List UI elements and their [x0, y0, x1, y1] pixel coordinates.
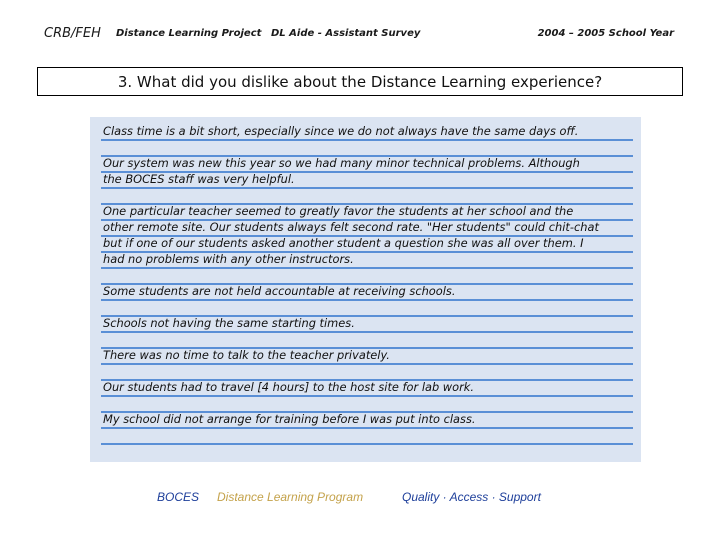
response-line: Our students had to travel [4 hours] to the host site for lab work.: [101, 381, 633, 397]
response-item: [101, 125, 633, 157]
question-box: 3. What did you dislike about the Distance Learning experience?: [37, 67, 683, 96]
response-line: but if one of our students asked another student a question she was all over them. I: [101, 237, 633, 253]
response-item: [101, 317, 633, 349]
response-line: other remote site. Our students always felt second rate. "Her students" could chit-chat: [101, 221, 633, 237]
response-line: the BOCES staff was very helpful.: [101, 173, 633, 189]
page-header: [0, 26, 720, 42]
footer-tagline: Quality · Access · Support: [402, 490, 541, 504]
response-item: [101, 381, 633, 413]
response-line: There was no time to talk to the teacher privately.: [101, 349, 633, 365]
response-line: My school did not arrange for training before I was put into class.: [101, 413, 633, 429]
ruled-blank-line: [101, 301, 633, 317]
footer-program: Distance Learning Program: [217, 490, 364, 504]
header-org: CRB/FEH: [44, 26, 101, 41]
ruled-blank-line: [101, 429, 633, 445]
response-item: [101, 349, 633, 381]
response-item: [101, 413, 633, 445]
response-line: Class time is a bit short, especially since we do not always have the same days off.: [101, 125, 633, 141]
header-survey: DL Aide - Assistant Survey: [271, 28, 421, 39]
response-item: [101, 205, 633, 285]
header-project: Distance Learning Project: [116, 28, 262, 39]
footer-boces: BOCES: [157, 490, 200, 504]
response-line: One particular teacher seemed to greatly favor the students at her school and the: [101, 205, 633, 221]
responses-list: [101, 125, 633, 445]
response-line: Some students are not held accountable at receiving schools.: [101, 285, 633, 301]
responses-panel: [90, 117, 641, 462]
response-item: [101, 285, 633, 317]
response-line: Schools not having the same starting times.: [101, 317, 633, 333]
ruled-blank-line: [101, 397, 633, 413]
response-item: [101, 157, 633, 205]
response-line: Our system was new this year so we had many minor technical problems. Although: [101, 157, 633, 173]
page-footer: [0, 490, 720, 506]
ruled-blank-line: [101, 189, 633, 205]
header-year: 2004 – 2005 School Year: [537, 28, 674, 39]
ruled-blank-line: [101, 365, 633, 381]
ruled-blank-line: [101, 269, 633, 285]
ruled-blank-line: [101, 141, 633, 157]
response-line: had no problems with any other instructors.: [101, 253, 633, 269]
ruled-blank-line: [101, 333, 633, 349]
